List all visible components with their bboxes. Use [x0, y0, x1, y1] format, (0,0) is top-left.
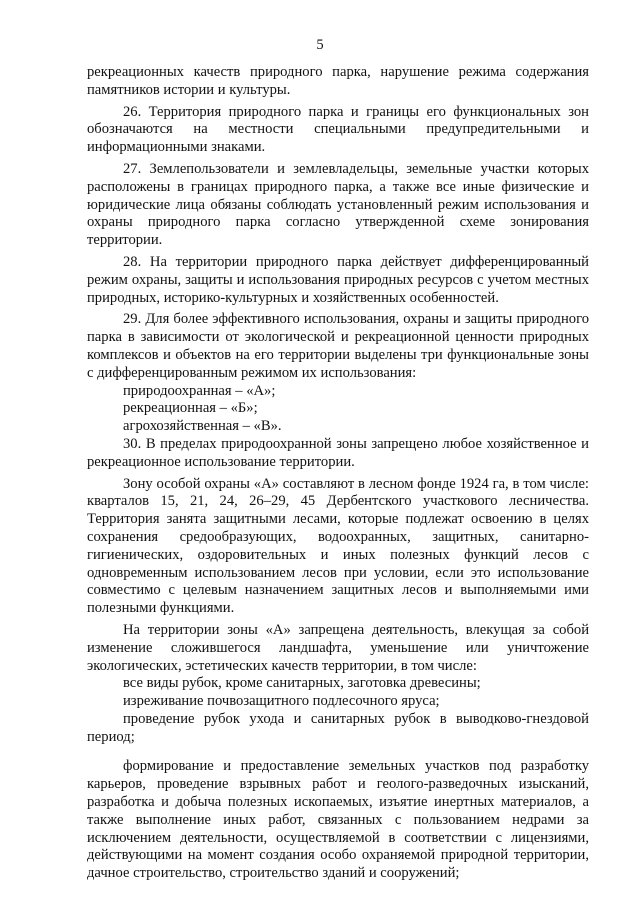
- paragraph-item-26: 26. Территория природного парка и границы его функциональных зон обозначаются на местности специальными предупредительными и информационными знаками.: [87, 103, 589, 156]
- zone-list-item-a: природоохранная – «А»;: [123, 382, 276, 399]
- zone-list-item-v: агрохозяйственная – «В».: [123, 418, 282, 435]
- paragraph-continuation: рекреационных качеств природного парка, нарушение режима содержания памятников истории и культуры.: [87, 64, 589, 98]
- prohibition-item: проведение рубок ухода и санитарных рубок в выводково-гнездовой период;: [87, 710, 589, 745]
- prohibition-item: формирование и предоставление земельных участков под разработку карьеров, проведение взрывных работ и геолого-разведочных изысканий, разработка и добыча полезных ископаемых, изъятие инертных материалов, а также выполнение иных работ, связанных с пользованием недрами за исключением деятельности, осуществляемой в соответствии с лицензиями, действующими на момент создания особо охраняемой природной территории, дачное строительство, строительство зданий и сооружений;: [87, 758, 589, 882]
- prohibition-item: все виды рубок, кроме санитарных, заготовка древесины;: [123, 675, 481, 692]
- paragraph-item-29: 29. Для более эффективного использования, охраны и защиты природного парка в зависимости от экологической и рекреационной ценности природных комплексов и объектов на его территории выделены три функциональные зоны с дифференцированным режимом их использования:: [87, 311, 589, 381]
- paragraph-zone-a-composition: Зону особой охраны «А» составляют в лесном фонде 1924 га, в том числе: кварталов 15, 21, 24, 26–29, 45 Дербентского участкового лесничества. Территория занята защитными лесами, которые подлежат освоению в целях сохранения средообразующих, водоохранных, защитных, санитарно-гигиенических, оздоровительных и иных полезных функций лесов с одновременным использованием лесов при условии, если это использование совместимо с целевым назначением защитных лесов и выполняемыми ими полезными функциями.: [87, 475, 589, 617]
- zone-list-item-b: рекреационная – «Б»;: [123, 400, 258, 417]
- paragraph-item-28: 28. На территории природного парка действует дифференцированный режим охраны, защиты и использования природных ресурсов с учетом местных природных, историко-культурных и хозяйственных особенностей.: [87, 253, 589, 306]
- paragraph-zone-a-prohibitions: На территории зоны «А» запрещена деятельность, влекущая за собой изменение сложившегося ландшафта, уменьшение или уничтожение экологических, эстетических качеств территории, в том числе:: [87, 621, 589, 674]
- page-number: 5: [316, 37, 324, 53]
- paragraph-item-27: 27. Землепользователи и землевладельцы, земельные участки которых расположены в границах природного парка, а также все иные физические и юридические лица обязаны соблюдать установленный режим использования и охраны природного парка согласно утвержденной схеме зонирования территории.: [87, 160, 589, 249]
- prohibition-item: изреживание почвозащитного подлесочного яруса;: [123, 693, 440, 710]
- paragraph-item-30: 30. В пределах природоохранной зоны запрещено любое хозяйственное и рекреационное использование территории.: [87, 435, 589, 470]
- document-body: [87, 64, 589, 883]
